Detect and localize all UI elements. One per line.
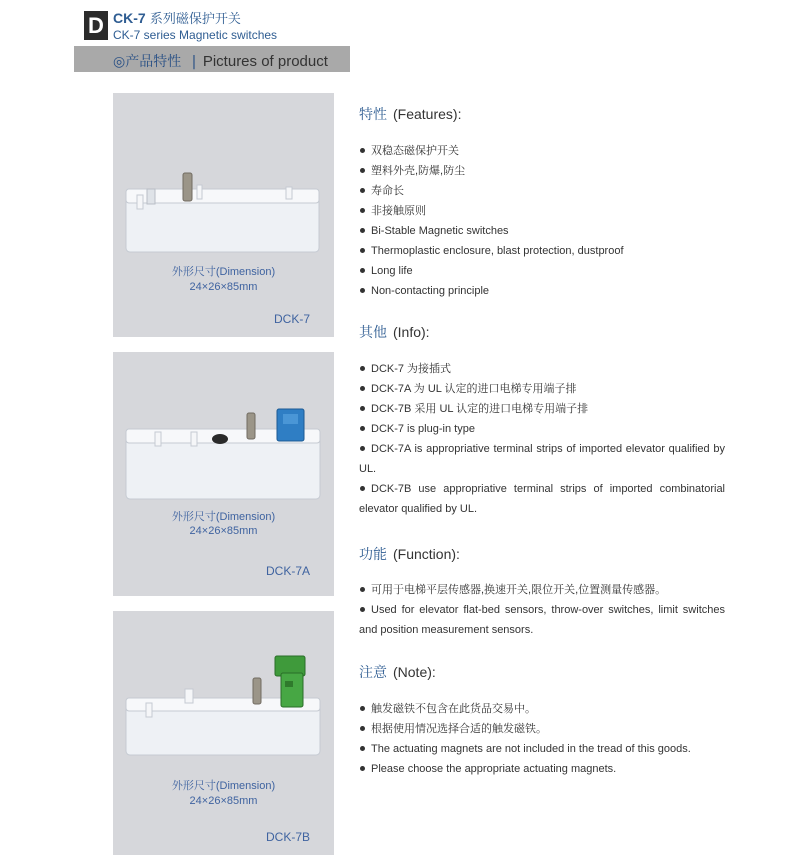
features-title-en: (Features): — [393, 106, 462, 122]
bullet-icon — [360, 188, 365, 193]
note-title-cn: 注意 — [359, 665, 387, 681]
bullet-icon — [360, 726, 365, 731]
list-item: The actuating magnets are not included in the tread of this goods. — [359, 739, 725, 759]
bullet-icon — [360, 706, 365, 711]
list-item: Long life — [359, 261, 725, 281]
function-title-cn: 功能 — [359, 547, 387, 563]
dimension-value: 24×26×85mm — [189, 795, 258, 807]
info-list — [359, 359, 725, 519]
dimension-value: 24×26×85mm — [189, 525, 258, 537]
features-title-cn: 特性 — [359, 107, 387, 123]
list-item: DCK-7B use appropriative terminal strips of imported combinatorial elevator qualified by UL. — [359, 483, 725, 515]
bullet-icon — [360, 288, 365, 293]
function-heading — [359, 544, 460, 564]
list-item: Non-contacting principle — [359, 281, 725, 301]
series-name-cn: 系列磁保护开关 — [149, 12, 241, 27]
model-name: DCK-7B — [265, 830, 310, 844]
series-model: CK-7 — [113, 10, 146, 26]
list-item: 可用于电梯平层传感器,换速开关,限位开关,位置测量传感器。 — [359, 580, 725, 600]
bullet-icon — [360, 208, 365, 213]
list-item: 根据使用情况选择合适的触发磁铁。 — [359, 719, 725, 739]
info-title-cn: 其他 — [359, 325, 387, 341]
bullet-icon — [360, 587, 365, 592]
list-item: Bi-Stable Magnetic switches — [359, 221, 725, 241]
bullet-icon — [360, 406, 365, 411]
dimension-label: 外形尺寸(Dimension) — [171, 511, 276, 523]
bullet-icon — [360, 248, 365, 253]
section-separator: | — [191, 54, 197, 70]
bullet-icon — [360, 268, 365, 273]
switch-illustration — [113, 93, 334, 337]
bullet-icon — [360, 168, 365, 173]
bullet-icon — [360, 148, 365, 153]
list-item: 触发磁铁不包含在此货品交易中。 — [359, 699, 725, 719]
section-bar-title — [113, 51, 328, 71]
model-name: DCK-7 — [273, 312, 310, 326]
list-item: 塑料外壳,防爆,防尘 — [359, 161, 725, 181]
function-list — [359, 580, 725, 640]
note-title-en: (Note): — [393, 664, 436, 680]
bullet-icon — [360, 228, 365, 233]
product-photo-dck-7b — [113, 611, 334, 855]
series-title-en: CK-7 series Magnetic switches — [113, 28, 278, 42]
features-list — [359, 141, 725, 301]
dimension-value: 24×26×85mm — [189, 281, 258, 293]
function-title-en: (Function): — [393, 546, 460, 562]
switch-illustration — [113, 611, 334, 855]
list-item: DCK-7A 为 UL 认定的进口电梯专用端子排 — [359, 379, 725, 399]
model-name: DCK-7A — [265, 564, 310, 578]
section-letter-badge: D — [84, 11, 108, 40]
product-photo-dck-7a — [113, 352, 334, 596]
list-item: DCK-7 is plug-in type — [359, 419, 725, 439]
list-item: Used for elevator flat-bed sensors, throw-over switches, limit switches and position measurement sensors. — [359, 604, 725, 636]
bullet-icon — [360, 746, 365, 751]
info-heading — [359, 322, 430, 342]
info-title-en: (Info): — [393, 324, 430, 340]
dimension-label: 外形尺寸(Dimension) — [171, 266, 276, 278]
list-item: DCK-7 为接插式 — [359, 359, 725, 379]
bullet-icon — [360, 386, 365, 391]
note-list — [359, 699, 725, 779]
product-photo-dck-7 — [113, 93, 334, 337]
bullet-icon — [360, 766, 365, 771]
list-item: DCK-7A is appropriative terminal strips of imported elevator qualified by UL. — [359, 443, 725, 475]
dimension-label: 外形尺寸(Dimension) — [171, 780, 276, 792]
list-item: 双稳态磁保护开关 — [359, 141, 725, 161]
note-heading — [359, 662, 436, 682]
bullet-icon — [360, 426, 365, 431]
list-item: 寿命长 — [359, 181, 725, 201]
series-title-cn — [113, 8, 241, 27]
list-item: Thermoplastic enclosure, blast protection, dustproof — [359, 241, 725, 261]
section-title-cn: ◎产品特性 — [113, 54, 182, 70]
section-title-en: Pictures of product — [202, 53, 328, 70]
list-item: 非接触原则 — [359, 201, 725, 221]
bullet-icon — [360, 366, 365, 371]
list-item: DCK-7B 采用 UL 认定的进口电梯专用端子排 — [359, 399, 725, 419]
bullet-icon — [360, 607, 365, 612]
bullet-icon — [360, 486, 365, 491]
list-item: Please choose the appropriate actuating magnets. — [359, 759, 725, 779]
features-heading — [359, 104, 461, 124]
switch-illustration — [113, 352, 334, 596]
bullet-icon — [360, 446, 365, 451]
